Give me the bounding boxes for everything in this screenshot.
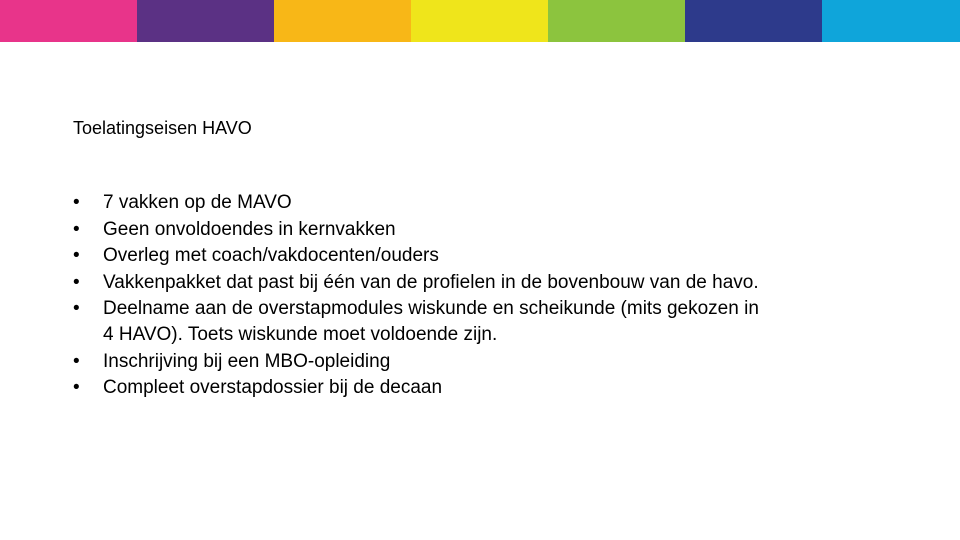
bullet-icon: • bbox=[73, 350, 80, 372]
bullet-icon: • bbox=[73, 377, 80, 398]
color-segment-navy bbox=[685, 0, 822, 42]
bullet-icon: • bbox=[73, 245, 80, 266]
color-segment-pink bbox=[0, 0, 137, 42]
bullet-icon: • bbox=[73, 192, 80, 213]
list-item bbox=[73, 296, 773, 348]
bullet-icon: • bbox=[73, 298, 80, 319]
list-item bbox=[73, 270, 773, 296]
color-segment-orange bbox=[274, 0, 411, 42]
list-item-text: Deelname aan de overstapmodules wiskunde en scheikunde (mits gekozen in 4 HAVO). Toets wiskunde moet voldoende zijn. bbox=[103, 298, 759, 345]
list-item-text: Geen onvoldoendes in kernvakken bbox=[103, 218, 396, 240]
list-item-text: Compleet overstapdossier bij de decaan bbox=[103, 377, 443, 398]
requirements-list bbox=[73, 190, 773, 402]
list-item bbox=[73, 349, 773, 375]
list-item bbox=[73, 217, 773, 243]
list-item bbox=[73, 375, 773, 401]
list-item bbox=[73, 190, 773, 216]
bullet-icon: • bbox=[73, 218, 80, 240]
color-segment-blue bbox=[822, 0, 960, 42]
color-stripe-header bbox=[0, 0, 960, 42]
list-item-text: Inschrijving bij een MBO-opleiding bbox=[103, 350, 391, 372]
list-item-text: Vakkenpakket dat past bij één van de profielen in de bovenbouw van de havo. bbox=[103, 271, 759, 293]
list-item-text: Overleg met coach/vakdocenten/ouders bbox=[103, 245, 439, 266]
color-segment-yellow bbox=[411, 0, 548, 42]
color-segment-purple bbox=[137, 0, 274, 42]
color-segment-green bbox=[548, 0, 685, 42]
list-item bbox=[73, 243, 773, 269]
bullet-icon: • bbox=[73, 271, 80, 293]
list-item-text: 7 vakken op de MAVO bbox=[103, 192, 292, 213]
slide-title: Toelatingseisen HAVO bbox=[73, 118, 252, 138]
